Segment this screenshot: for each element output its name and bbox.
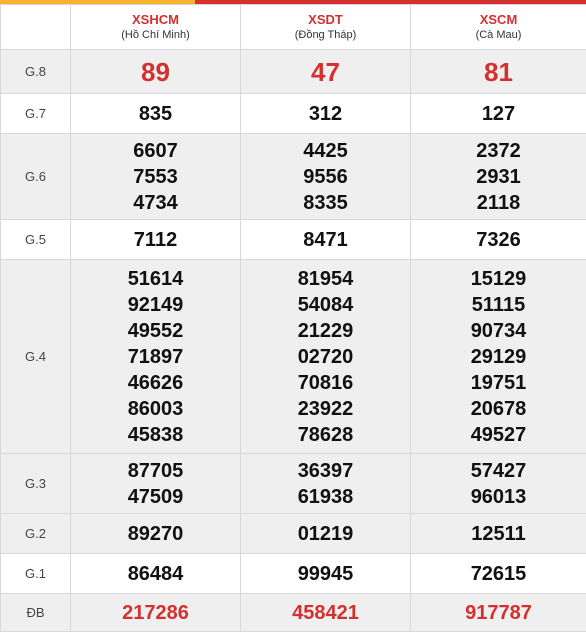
result-number: 8471 <box>241 227 410 253</box>
result-cell <box>241 454 411 514</box>
prize-row <box>1 454 586 514</box>
result-cell <box>71 260 241 454</box>
result-number: 81954 <box>241 266 410 292</box>
result-number: 90734 <box>411 318 586 344</box>
result-number: 86484 <box>71 561 240 587</box>
prize-label: G.3 <box>1 454 71 514</box>
prize-label: ĐB <box>1 594 71 632</box>
result-cell <box>241 50 411 94</box>
result-cell <box>71 594 241 632</box>
result-number: 127 <box>411 101 586 127</box>
result-cell <box>411 260 586 454</box>
province-name: (Đồng Tháp) <box>241 28 410 42</box>
result-number: 4425 <box>241 138 410 164</box>
result-number: 8335 <box>241 190 410 216</box>
result-number: 49527 <box>411 422 586 448</box>
result-cell <box>241 554 411 594</box>
result-number: 46626 <box>71 370 240 396</box>
result-cell <box>241 134 411 220</box>
prize-row <box>1 94 586 134</box>
prize-row <box>1 50 586 94</box>
prize-label: G.2 <box>1 514 71 554</box>
province-code[interactable]: XSHCM <box>71 12 240 28</box>
prize-label: G.5 <box>1 220 71 260</box>
result-number: 45838 <box>71 422 240 448</box>
province-header[interactable] <box>411 5 586 50</box>
result-number: 49552 <box>71 318 240 344</box>
result-cell <box>71 134 241 220</box>
result-cell <box>71 554 241 594</box>
result-number: 458421 <box>241 600 410 626</box>
result-cell <box>241 594 411 632</box>
result-number: 72615 <box>411 561 586 587</box>
province-name: (Hồ Chí Minh) <box>71 28 240 42</box>
result-number: 99945 <box>241 561 410 587</box>
prize-label: G.8 <box>1 50 71 94</box>
result-number: 9556 <box>241 164 410 190</box>
result-number: 917787 <box>411 600 586 626</box>
result-number: 4734 <box>71 190 240 216</box>
prize-label: G.1 <box>1 554 71 594</box>
result-number: 7553 <box>71 164 240 190</box>
province-name: (Cà Mau) <box>411 28 586 42</box>
result-cell <box>71 514 241 554</box>
lottery-results-table <box>0 4 586 632</box>
prize-row <box>1 260 586 454</box>
result-cell <box>411 50 586 94</box>
province-code[interactable]: XSDT <box>241 12 410 28</box>
result-cell <box>241 514 411 554</box>
result-number: 835 <box>71 101 240 127</box>
prize-label: G.6 <box>1 134 71 220</box>
prize-row <box>1 220 586 260</box>
result-number: 54084 <box>241 292 410 318</box>
result-number: 78628 <box>241 422 410 448</box>
result-number: 89 <box>71 57 240 87</box>
result-number: 86003 <box>71 396 240 422</box>
result-cell <box>71 454 241 514</box>
result-number: 70816 <box>241 370 410 396</box>
result-number: 20678 <box>411 396 586 422</box>
result-number: 12511 <box>411 521 586 547</box>
result-number: 23922 <box>241 396 410 422</box>
prize-rows <box>1 50 586 632</box>
result-cell <box>411 220 586 260</box>
result-cell <box>241 94 411 134</box>
prize-row <box>1 594 586 632</box>
result-number: 89270 <box>71 521 240 547</box>
province-code[interactable]: XSCM <box>411 12 586 28</box>
result-cell <box>411 554 586 594</box>
result-number: 2931 <box>411 164 586 190</box>
result-number: 217286 <box>71 600 240 626</box>
prize-row <box>1 134 586 220</box>
result-number: 51614 <box>71 266 240 292</box>
result-number: 87705 <box>71 458 240 484</box>
result-number: 15129 <box>411 266 586 292</box>
prize-row <box>1 554 586 594</box>
result-cell <box>411 514 586 554</box>
result-cell <box>71 94 241 134</box>
result-number: 51115 <box>411 292 586 318</box>
prize-row <box>1 514 586 554</box>
result-number: 2372 <box>411 138 586 164</box>
result-cell <box>411 454 586 514</box>
result-number: 36397 <box>241 458 410 484</box>
corner-cell <box>1 5 71 50</box>
result-number: 312 <box>241 101 410 127</box>
header-row <box>1 5 586 50</box>
result-number: 96013 <box>411 484 586 510</box>
result-number: 61938 <box>241 484 410 510</box>
result-number: 2118 <box>411 190 586 216</box>
result-cell <box>241 260 411 454</box>
result-number: 7326 <box>411 227 586 253</box>
result-cell <box>71 50 241 94</box>
result-number: 02720 <box>241 344 410 370</box>
result-number: 71897 <box>71 344 240 370</box>
result-number: 01219 <box>241 521 410 547</box>
result-number: 29129 <box>411 344 586 370</box>
result-cell <box>241 220 411 260</box>
result-number: 47 <box>241 57 410 87</box>
result-number: 6607 <box>71 138 240 164</box>
result-number: 57427 <box>411 458 586 484</box>
result-cell <box>71 220 241 260</box>
result-cell <box>411 134 586 220</box>
result-number: 7112 <box>71 227 240 253</box>
result-number: 47509 <box>71 484 240 510</box>
province-header[interactable] <box>71 5 241 50</box>
result-cell <box>411 94 586 134</box>
prize-label: G.4 <box>1 260 71 454</box>
result-number: 81 <box>411 57 586 87</box>
result-number: 21229 <box>241 318 410 344</box>
result-number: 19751 <box>411 370 586 396</box>
province-header[interactable] <box>241 5 411 50</box>
result-number: 92149 <box>71 292 240 318</box>
result-cell <box>411 594 586 632</box>
prize-label: G.7 <box>1 94 71 134</box>
